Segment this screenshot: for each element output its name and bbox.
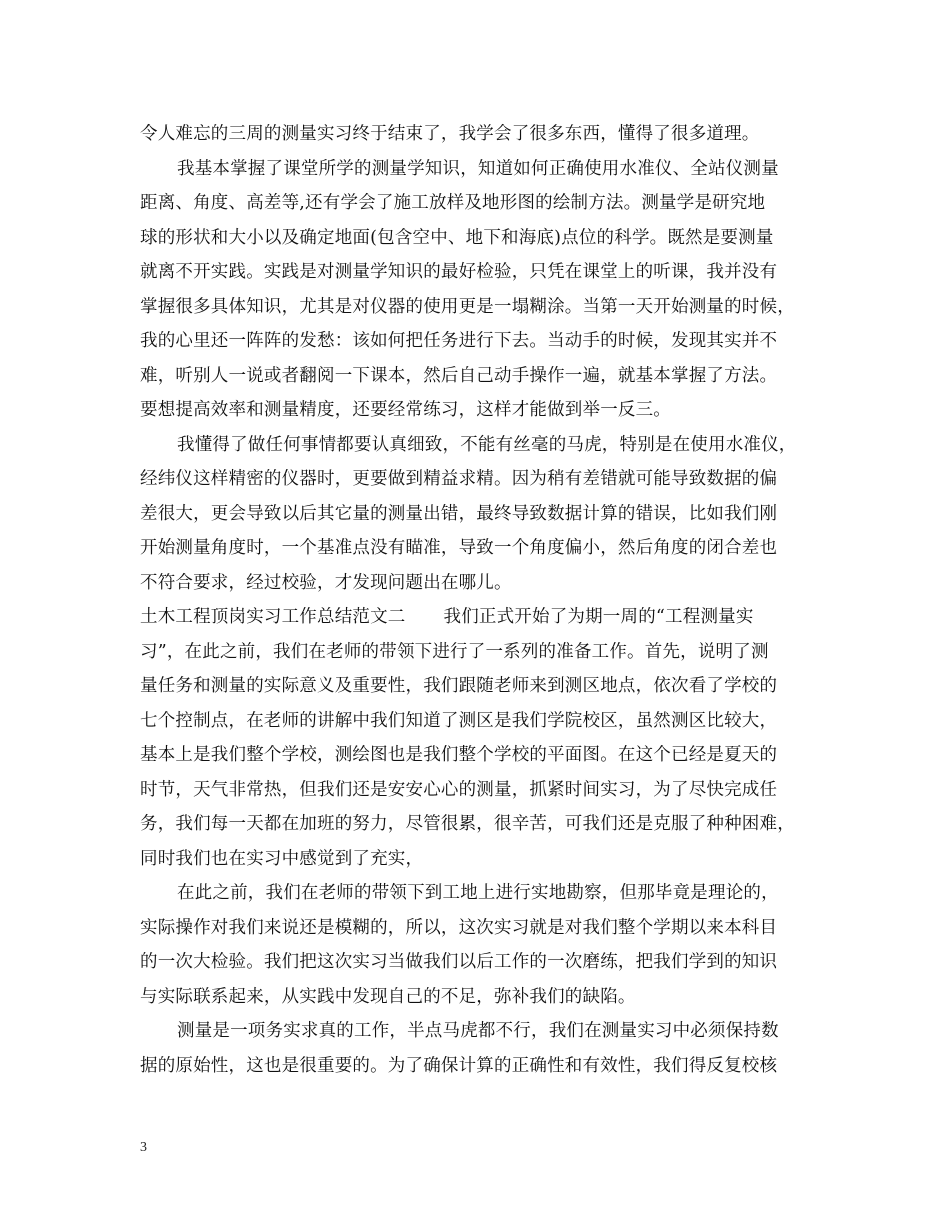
text-line: 难，听别人一说或者翻阅一下课本，然后自己动手操作一遍，就基本掌握了方法。 [140,365,778,386]
text-line: 量任务和测量的实际意义及重要性，我们跟随老师来到测区地点，依次看了学校的 [140,676,778,696]
text-line: 就离不开实践。实践是对测量学知识的最好检验，只凭在课堂上的听课，我并没有 [140,262,778,282]
text-line: 习”，在此之前，我们在老师的带领下进行了一系列的准备工作。首先，说明了测 [140,641,769,662]
text-line: 基本上是我们整个学校，测绘图也是我们整个学校的平面图。在这个已经是夏天的 [140,745,778,765]
page-number: 3 [140,1140,147,1155]
text-line: 经纬仪这样精密的仪器时，更要做到精益求精。因为稍有差错就可能导致数据的偏 [140,469,778,489]
text-line: 时节，天气非常热，但我们还是安安心心的测量，抓紧时间实习，为了尽快完成任 [140,779,778,800]
text-line: 开始测量角度时，一个基准点没有瞄准，导致一个角度偏小，然后角度的闭合差也 [140,538,778,558]
text-line: 差很大，更会导致以后其它量的测量出错，最终导致数据计算的错误，比如我们刚 [140,503,778,524]
section-heading: 土木工程顶岗实习工作总结范文二 [140,607,406,627]
text-line: 我懂得了做任何事情都要认真细致，不能有丝毫的马虎，特别是在使用水准仪， [177,434,797,455]
section-first-line: 我们正式开始了为期一周的“工程测量实 [443,607,754,627]
text-line: 测量是一项务实求真的工作，半点马虎都不行，我们在测量实习中必须保持数 [177,1021,779,1041]
text-line: 不符合要求，经过校验，才发现问题出在哪儿。 [140,572,512,593]
text-line: 七个控制点，在老师的讲解中我们知道了测区是我们学院校区，虽然测区比较大， [140,710,778,731]
text-line: 我基本掌握了课堂所学的测量学知识，知道如何正确使用水准仪、全站仪测量 [177,158,779,179]
text-line: 掌握很多具体知识，尤其是对仪器的使用更是一塌糊涂。当第一天开始测量的时候， [140,296,795,317]
text-line: 同时我们也在实习中感觉到了充实， [140,848,424,869]
section-heading-line [140,600,820,635]
text-line: 务，我们每一天都在加班的努力，尽管很累，很辛苦，可我们还是克服了种种困难， [140,814,795,834]
text-line: 我的心里还一阵阵的发愁：该如何把任务进行下去。当动手的时候，发现其实并不 [140,331,778,351]
text-line: 实际操作对我们来说还是模糊的，所以，这次实习就是对我们整个学期以来本科目 [140,917,778,938]
text-line: 球的形状和大小以及确定地面(包含空中、地下和海底)点位的科学。既然是要测量 [140,227,774,248]
text-line: 要想提高效率和测量精度，还要经常练习，这样才能做到举一反三。 [140,400,671,420]
text-line: 令人难忘的三周的测量实习终于结束了，我学会了很多东西，懂得了很多道理。 [140,124,760,144]
document-body [140,117,820,1083]
text-line: 距离、角度、高差等,还有学会了施工放样及地形图的绘制方法。测量学是研究地 [140,193,766,213]
text-line: 与实际联系起来，从实践中发现自己的不足，弥补我们的缺陷。 [140,986,636,1007]
text-line: 的一次大检验。我们把这次实习当做我们以后工作的一次磨练，把我们学到的知识 [140,952,778,972]
text-line: 在此之前，我们在老师的带领下到工地上进行实地勘察，但那毕竟是理论的， [177,883,779,903]
text-line: 据的原始性，这也是很重要的。为了确保计算的正确性和有效性，我们得反复校核 [140,1055,778,1076]
